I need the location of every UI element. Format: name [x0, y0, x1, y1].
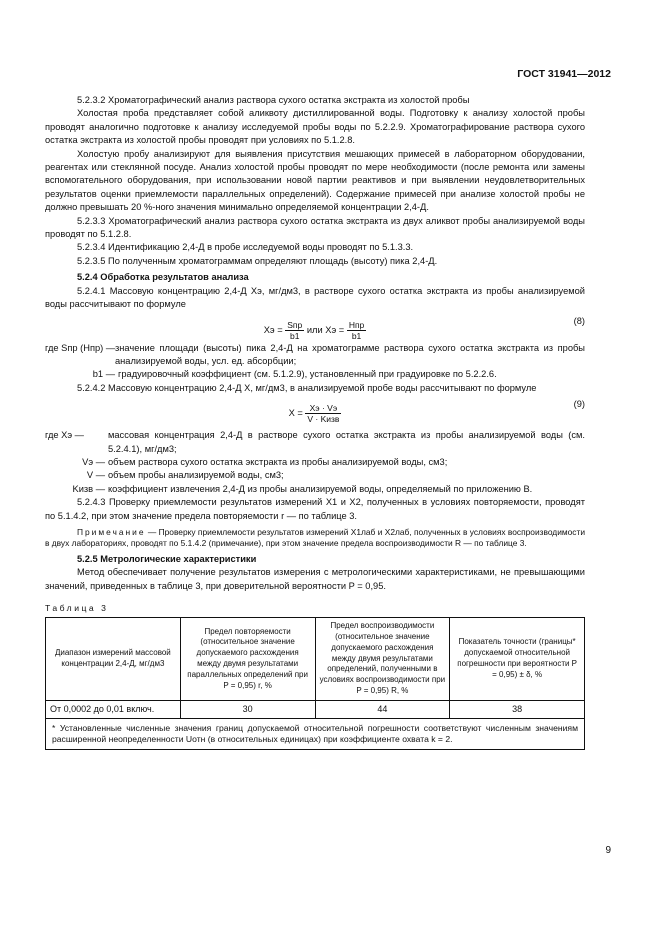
formula-8	[45, 312, 585, 342]
table-cell: 38	[450, 700, 585, 718]
definition-row: Kизв — коэффициент извлечения 2,4-Д из пробы анализируемой воды, определяемый по приложению В.	[72, 483, 533, 494]
paragraph: 5.2.3.4 Идентификацию 2,4-Д в пробе исследуемой воды проводят по 5.1.3.3.	[77, 242, 414, 253]
formula-number: (8)	[573, 315, 585, 326]
definition-row: где Sпр (Hпр) — значение площади (высоты) пика 2,4-Д на хроматограмме раствора сухого остатка экстракта из пробы анализируемой воды, усл. ед. абсорбции;	[45, 342, 585, 366]
document-code: ГОСТ 31941—2012	[517, 68, 611, 80]
table-header-cell: Показатель точности (границы* допускаемой относительной погрешности при вероятности P = 0,95) ± δ, %	[450, 618, 585, 701]
formula-lhs: Xэ =	[263, 324, 283, 335]
formula-9	[45, 395, 585, 429]
table-3	[45, 617, 585, 750]
paragraph: Холостую пробу анализируют для выявления присутствия мешающих примесей в лабораторном оборудовании, реагентах или стеклянной посуде. Анализ холостой пробы проводят по мере необходимости (после ремонта или замены вспомогательного оборудования, при использовании новой партии реактивов и при выявлении неудовлетворительных результатов оценки приемлемости параллельных определений). Содержание примесей при анализе холостой пробы не должно превышать 20 %-ного значения минимально определяемой концентрации 2,4-Д.	[45, 148, 585, 213]
formula-9-definitions	[45, 429, 585, 496]
table-footnote-row	[46, 718, 585, 750]
formula-lhs: X =	[288, 408, 303, 419]
paragraph: 5.2.4.3 Проверку приемлемости результатов измерений X1 и X2, полученных в условиях повторяемости, проводят по 5.1.4.2, при этом значение предела повторяемости r — по таблице 3.	[45, 497, 585, 521]
fraction: $\frac{Xэ \cdot Vэ}{\text{V · Kизв}}$	[307, 403, 340, 425]
fraction: $\frac{\text{Hпр}}{b1}$	[348, 319, 365, 341]
table-row	[46, 700, 585, 718]
table-header-cell: Предел повторяемости (относительное значение допускаемого расхождения между двумя результатами параллельных определений при P = 0,95) r, %	[180, 618, 315, 701]
table-cell: От 0,0002 до 0,01 включ.	[46, 700, 181, 718]
paragraph: Холостая проба представляет собой аликвоту дистиллированной воды. Подготовку к анализу холостой пробы проводят аналогично подготовке к анализу исследуемой пробы воды по 5.2.2.9. Хроматографирование раствора сухого остатка экстракта из холостой пробы проводят при условиях по 5.1.2.8.	[45, 108, 585, 146]
table-header-row	[46, 618, 585, 701]
definition-row: где Xэ — массовая концентрация 2,4-Д в растворе сухого остатка экстракта из пробы анализируемой воды (см. 5.2.4.1), мг/дм3;	[45, 430, 585, 454]
section-5-2-4-title: 5.2.4 Обработка результатов анализа	[77, 272, 249, 283]
paragraph: 5.2.4.1 Массовую концентрацию 2,4-Д Xэ, мг/дм3, в растворе сухого остатка экстракта из пробы анализируемой воды рассчитывают по формуле	[45, 285, 585, 310]
table-cell: 44	[315, 700, 450, 718]
table-caption: Таблица 3	[45, 603, 109, 614]
definition-row: Vэ — объем раствора сухого остатка экстракта из пробы анализируемой воды, см3;	[82, 456, 448, 467]
table-cell: 30	[180, 700, 315, 718]
definition-row: b1 — градуировочный коэффициент (см. 5.1.2.9), установленный при градуировке по 5.2.2.6.	[92, 369, 497, 380]
note-text: — Проверку приемлемости результатов измерений X1лаб и X2лаб, полученных в условиях воспроизводимости в двух лабораториях, проводят по 5.1.4.2 (примечание), при этом значение предела воспроизводимости R — по таблице 3.	[45, 526, 585, 549]
page-body	[45, 94, 585, 750]
fraction: $\frac{\text{Sпр}}{b1}$	[287, 319, 303, 341]
paragraph: 5.2.3.5 По полученным хроматограммам определяют площадь (высоту) пика 2,4-Д.	[77, 255, 438, 266]
note	[45, 527, 585, 550]
paragraph: 5.2.4.2 Массовую концентрацию 2,4-Д X, мг/дм3, в анализируемой пробе воды рассчитывают по формуле	[77, 382, 537, 393]
table-footnote: * Установленные численные значения границ допускаемой относительной погрешности соответствуют численным значениям расширенной неопределенности Uотн (в относительных единицах) при коэффициенте охвата k = 2.	[46, 718, 585, 750]
section-5-2-5-title: 5.2.5 Метрологические характеристики	[77, 553, 257, 564]
paragraph: 5.2.3.3 Хроматографический анализ раствора сухого остатка экстракта из двух аликвот пробы анализируемой воды проводят по 5.1.2.8.	[45, 215, 585, 240]
definition-row: V — объем пробы анализируемой воды, см3;	[86, 470, 284, 481]
page-number: 9	[605, 845, 611, 856]
table-header-cell: Диапазон измерений массовой концентрации 2,4-Д, мг/дм3	[46, 618, 181, 701]
formula-number: (9)	[573, 399, 585, 410]
section-5-2-3-2-title: 5.2.3.2 Хроматографический анализ раствора сухого остатка экстракта из холостой пробы	[77, 95, 470, 105]
formula-8-definitions	[45, 342, 585, 382]
paragraph: Метод обеспечивает получение результатов измерения с метрологическими характеристиками, не превышающими значений, приведенных в таблице 3, при доверительной вероятности P = 0,95.	[45, 567, 585, 591]
note-label: Примечание	[77, 526, 146, 537]
table-header-cell: Предел воспроизводимости (относительное значение допускаемого расхождения между двумя результатами определений, полученными в условиях воспроизводимости при P = 0,95) R, %	[315, 618, 450, 701]
formula-mid: или Xэ =	[306, 324, 345, 335]
